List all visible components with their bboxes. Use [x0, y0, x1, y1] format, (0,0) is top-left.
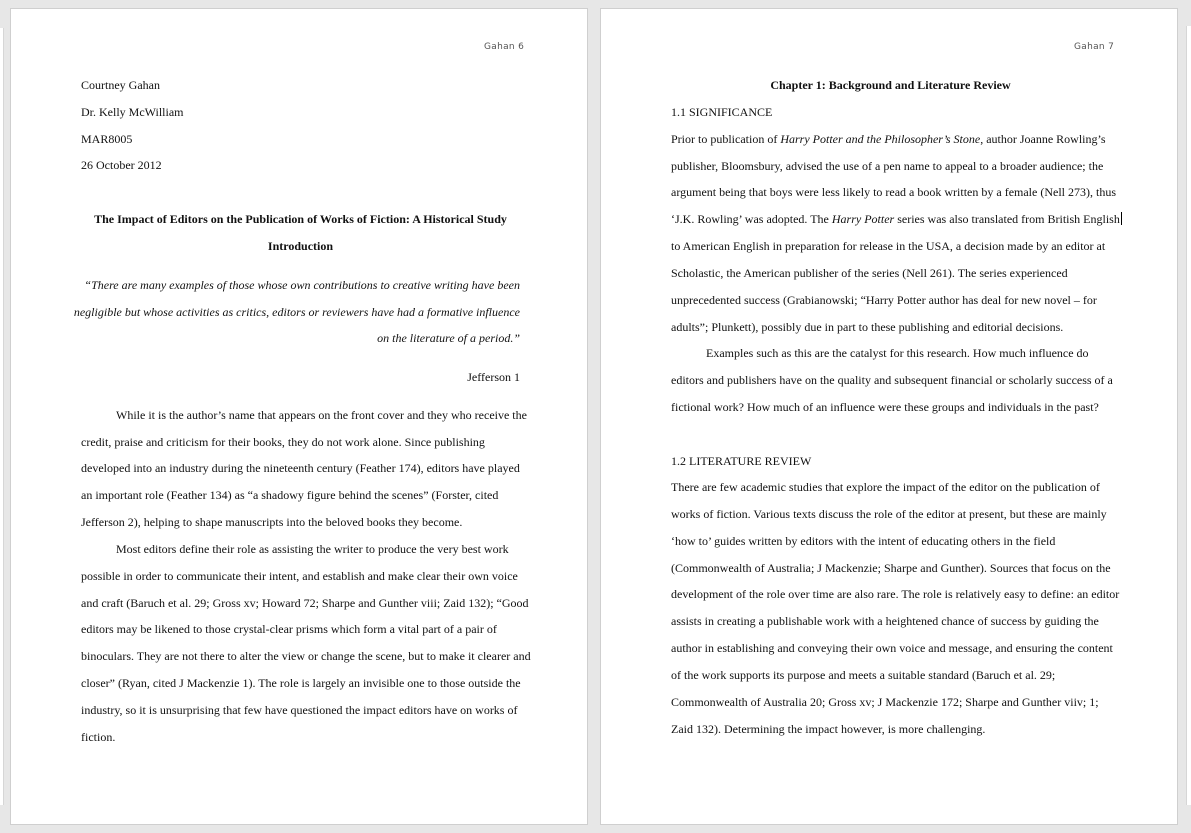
body-line: While it is the author’s name that appears on the front cover and they who receive the	[116, 408, 527, 422]
instructor-name: Dr. Kelly McWilliam	[81, 105, 184, 119]
body-line: argument being that boys were less likely to read a book written by a female (Nell 273), thus	[671, 185, 1116, 199]
body-line: assists in creating a publishable work with a heightened chance of success by guiding the	[671, 614, 1099, 628]
body-line: fiction.	[81, 730, 116, 744]
body-line: unprecedented success (Grabianowski; “Harry Potter author has deal for new novel – for	[671, 293, 1097, 307]
body-line: fictional work? How much of an influence were these groups and individuals in the past?	[671, 400, 1099, 414]
body-line: editors may be likened to those crystal-clear prisms which form a vital part of a pair of	[81, 622, 497, 636]
page-header: Gahan 6	[484, 42, 525, 52]
book-title: Harry Potter and the Philosopher’s Stone	[780, 132, 981, 146]
course-code: MAR8005	[81, 132, 133, 146]
document-page-7[interactable]	[600, 8, 1178, 825]
paper-date: 26 October 2012	[81, 158, 162, 172]
epigraph-attribution: Jefferson 1	[467, 370, 520, 384]
body-line: Examples such as this are the catalyst for this research. How much influence do	[706, 346, 1089, 360]
body-line: Zaid 132). Determining the impact however, is more challenging.	[671, 722, 986, 736]
chapter-title: Chapter 1: Background and Literature Review	[770, 78, 1011, 92]
previous-page-edge	[0, 28, 4, 805]
body-line: publisher, Bloomsbury, advised the use of a pen name to appeal to a broader audience; the	[671, 159, 1104, 173]
body-line: ‘how to’ guides written by editors with the intent of educating others in the field	[671, 534, 1056, 548]
next-page-edge	[1186, 26, 1191, 805]
body-line: author in establishing and conveying their own voice and message, and ensuring the content	[671, 641, 1113, 655]
body-line: developed into an industry during the nineteenth century (Feather 174), editors have played	[81, 461, 520, 475]
body-line: ‘J.K. Rowling’ was adopted. The Harry Potter series was also translated from British English	[671, 212, 1120, 226]
text-cursor	[1121, 212, 1122, 225]
paper-title: The Impact of Editors on the Publication of Works of Fiction: A Historical Study	[94, 212, 507, 226]
body-line: credit, praise and criticism for their books, they do not work alone. Since publishing	[81, 435, 485, 449]
series-title: Harry Potter	[831, 212, 895, 226]
author-name: Courtney Gahan	[81, 78, 160, 92]
body-line: Most editors define their role as assisting the writer to produce the very best work	[116, 542, 509, 556]
body-line: Prior to publication of Harry Potter and the Philosopher’s Stone, author Joanne Rowling’s	[671, 132, 1106, 146]
body-line: works of fiction. Various texts discuss the role of the editor at present, but these are mainly	[671, 507, 1107, 521]
body-line: possible in order to communicate their intent, and establish and make clear their own voice	[81, 569, 518, 583]
section-heading-significance: 1.1 SIGNIFICANCE	[671, 105, 773, 119]
epigraph-line: on the literature of a period.”	[377, 331, 520, 345]
body-line: editors and publishers have on the quality and subsequent financial or scholarly success of a	[671, 373, 1113, 387]
body-line: an important role (Feather 134) as “a shadowy figure behind the scenes” (Forster, cited	[81, 488, 499, 502]
body-line: (Commonwealth of Australia; J Mackenzie; Sharpe and Gunther). Sources that focus on the	[671, 561, 1111, 575]
section-heading-introduction: Introduction	[267, 239, 334, 253]
body-line: industry, so it is unsurprising that few have questioned the impact editors have on works of	[81, 703, 518, 717]
epigraph-line: “There are many examples of those whose own contributions to creative writing have been	[84, 278, 520, 292]
body-line: Jefferson 2), helping to shape manuscripts into the beloved books they become.	[81, 515, 463, 529]
body-line: closer” (Ryan, cited J Mackenzie 1). The role is largely an invisible one to those outside the	[81, 676, 521, 690]
body-line: development of the role over time are also rare. The role is relatively easy to define: an editor	[671, 587, 1120, 601]
body-line: Commonwealth of Australia 20; Gross xv; J Mackenzie 172; Sharpe and Gunther viiv; 1;	[671, 695, 1099, 709]
document-page-6[interactable]	[10, 8, 588, 825]
epigraph-line: negligible but whose activities as critics, editors or reviewers have had a formative influence	[73, 305, 520, 319]
section-heading-literature-review: 1.2 LITERATURE REVIEW	[671, 454, 812, 468]
page-header: Gahan 7	[1074, 42, 1115, 52]
body-line: to American English in preparation for release in the USA, a decision made by an editor at	[671, 239, 1106, 253]
body-line: binoculars. They are not there to alter the view or change the scene, but to make it clearer and	[81, 649, 531, 663]
body-line: There are few academic studies that explore the impact of the editor on the publication of	[671, 480, 1100, 494]
body-line: of the work supports its purpose and meets a suitable standard (Baruch et al. 29;	[671, 668, 1056, 682]
body-line: Scholastic, the American publisher of the series (Nell 261). The series experienced	[671, 266, 1068, 280]
body-line: adults”; Plunkett), possibly due in part to these publishing and editorial decisions.	[671, 320, 1064, 334]
body-line: and craft (Baruch et al. 29; Gross xv; Howard 72; Sharpe and Gunther viii; Zaid 132); “Good	[81, 596, 529, 610]
